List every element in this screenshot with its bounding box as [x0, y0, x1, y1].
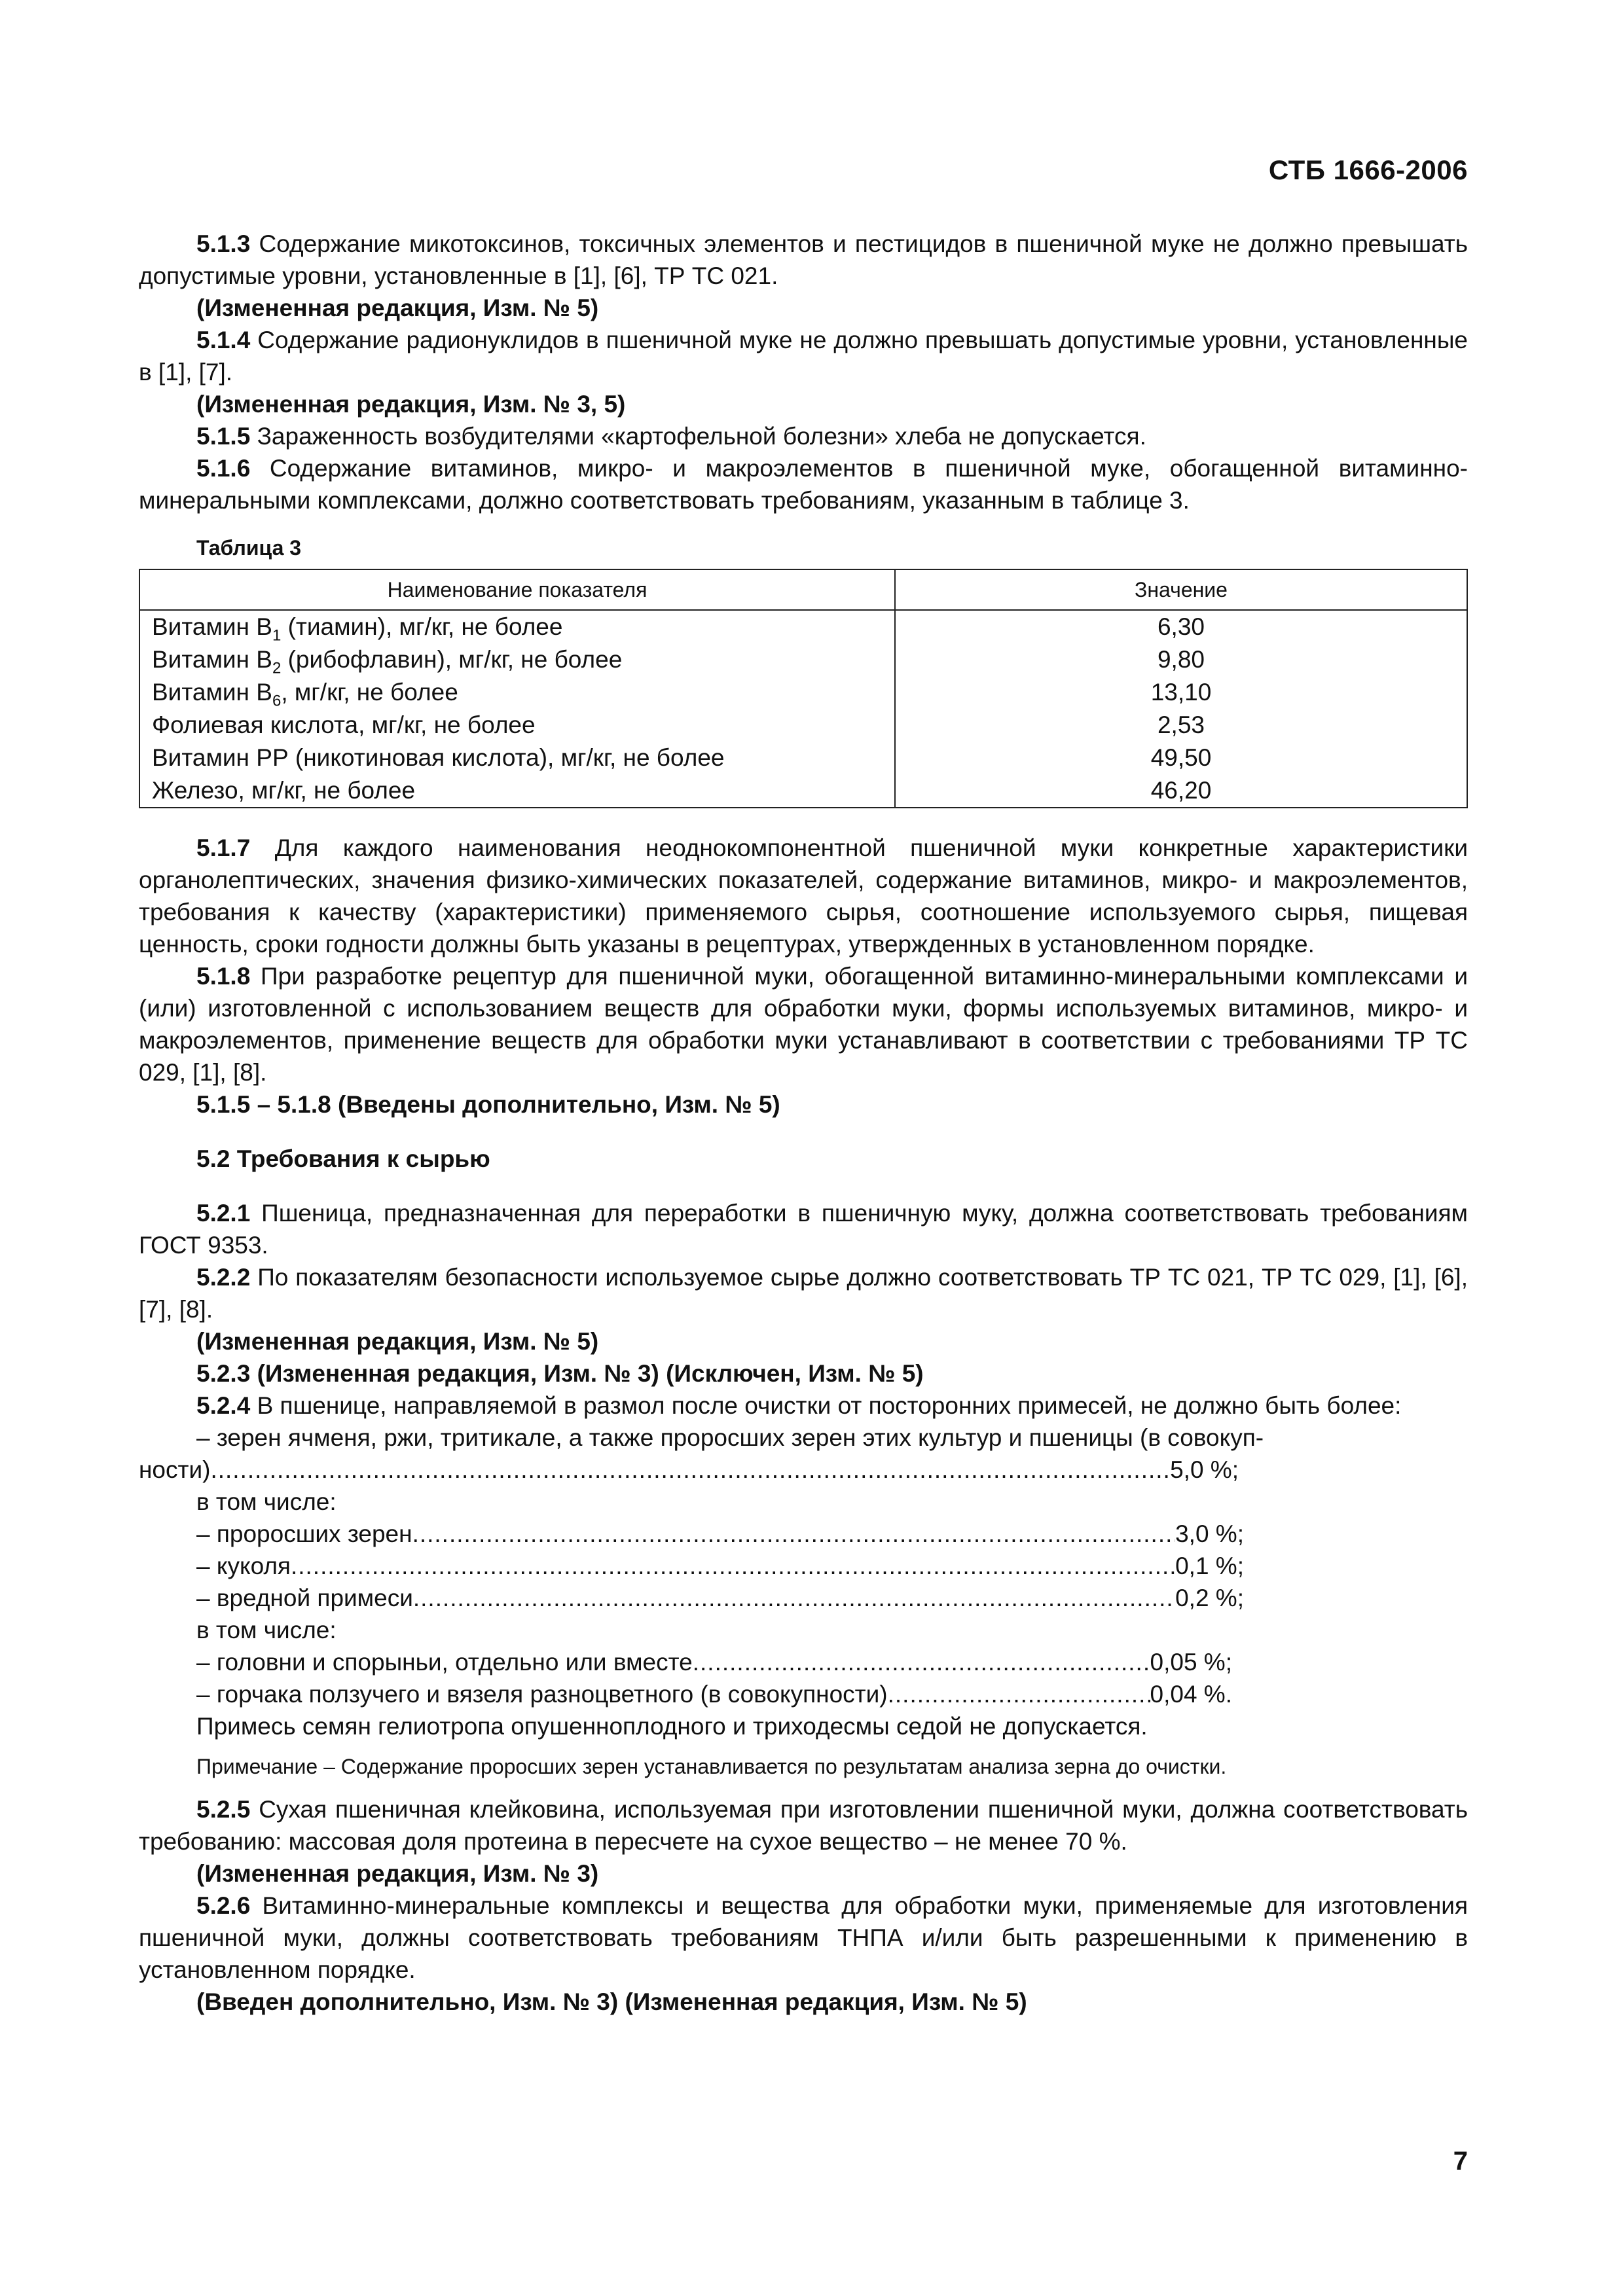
table-cell-name: Витамин $B_6$, мг/кг, не более	[139, 676, 895, 709]
list-item: – горчака ползучего и вязеля разноцветного (в совокупности) ..... 0,04 %.	[139, 1678, 1232, 1710]
table-row	[139, 643, 1467, 676]
table-row	[139, 610, 1467, 643]
page-content	[139, 228, 1468, 2018]
list-subheading: в том числе:	[196, 1488, 337, 1515]
table-row	[139, 676, 1467, 709]
table-header-row	[139, 569, 1467, 610]
clause-5-1-4: 5.1.4 Содержание радионуклидов в пшеничной муке не должно превышать допустимые уровни, установленные в [1], [7].	[139, 327, 1468, 386]
table-cell-name: Фолиевая кислота, мг/кг, не более	[139, 709, 895, 742]
clause-5-1-8: 5.1.8 При разработке рецептур для пшеничной муки, обогащенной витаминно-минеральными комплексами и (или) изготовленной с использованием веществ для обработки муки, формы используемых витаминов, микро- и макроэлементов, применение веществ для обработки муки устанавливают в соответствии с требованиями ТР ТС 029, [1], [8].	[139, 963, 1468, 1086]
list-item: – головни и спорыньи, отдельно или вместе ..... 0,05 %;	[139, 1646, 1232, 1678]
list-item: Примесь семян гелиотропа опушенноплодного и триходесмы седой не допускается.	[196, 1713, 1148, 1740]
clause-5-1-6: 5.1.6 Содержание витаминов, микро- и макроэлементов в пшеничной муке, обогащенной витаминно-минеральными комплексами, должно соответствовать требованиям, указанным в таблице 3.	[139, 455, 1468, 514]
table-cell-name: Витамин $B_2$ (рибофлавин), мг/кг, не более	[139, 643, 895, 676]
list-item: – зерен ячменя, ржи, тритикале, а также проросших зерен этих культур и пшеницы (в совокуп-	[196, 1424, 1264, 1451]
list-item: ности) ..... 5,0 %;	[139, 1454, 1239, 1486]
edition-note: (Измененная редакция, Изм. № 3, 5)	[196, 391, 626, 418]
table-cell-name: Витамин РР (никотиновая кислота), мг/кг, не более	[139, 742, 895, 774]
list-item: – куколя ..... 0,1 %;	[139, 1550, 1244, 1582]
clause-5-2-2: 5.2.2 По показателям безопасности используемое сырье должно соответствовать ТР ТС 021, ТР ТС 029, [1], [6], [7], [8].	[139, 1264, 1468, 1323]
table-cell-value: 6,30	[895, 610, 1467, 643]
clause-5-2-1: 5.2.1 Пшеница, предназначенная для переработки в пшеничную муку, должна соответствовать требованиям ГОСТ 9353.	[139, 1200, 1468, 1259]
list-subheading: в том числе:	[196, 1617, 337, 1643]
table-row	[139, 709, 1467, 742]
table-cell-value: 49,50	[895, 742, 1467, 774]
page-number: 7	[1453, 2147, 1468, 2176]
edition-note: (Измененная редакция, Изм. № 5)	[196, 1328, 599, 1355]
edition-note: 5.1.5 – 5.1.8 (Введены дополнительно, Изм. № 5)	[196, 1091, 780, 1118]
clause-5-1-7: 5.1.7 Для каждого наименования неоднокомпонентной пшеничной муки конкретные характеристики органолептических, значения физико-химических показателей, содержание витаминов, микро- и макроэлементов, требования к качеству (характеристики) применяемого сырья, соотношение используемого сырья, пищевая ценность, сроки годности должны быть указаны в рецептурах, утвержденных в установленном порядке.	[139, 834, 1468, 958]
table-caption: Таблица 3	[196, 536, 302, 560]
section-heading: 5.2 Требования к сырью	[196, 1145, 490, 1172]
table-cell-value: 2,53	[895, 709, 1467, 742]
standard-code: СТБ 1666-2006	[1268, 154, 1468, 185]
table-3	[139, 569, 1468, 808]
table-note: Примечание – Содержание проросших зерен устанавливается по результатам анализа зерна до очистки.	[196, 1755, 1227, 1778]
table-cell-value: 9,80	[895, 643, 1467, 676]
clause-5-2-6: 5.2.6 Витаминно-минеральные комплексы и вещества для обработки муки, применяемые для изготовления пшеничной муки, должны соответствовать требованиям ТНПА и/или быть разрешенными к применению в установленном порядке.	[139, 1892, 1468, 1983]
table-cell-value: 46,20	[895, 774, 1467, 808]
table-header-name: Наименование показателя	[139, 569, 895, 610]
table-row	[139, 742, 1467, 774]
clause-5-2-4: 5.2.4 В пшенице, направляемой в размол после очистки от посторонних примесей, не должно быть более:	[196, 1392, 1402, 1419]
edition-note: (Измененная редакция, Изм. № 5)	[196, 295, 599, 321]
edition-note: 5.2.3 (Измененная редакция, Изм. № 3) (Исключен, Изм. № 5)	[196, 1360, 924, 1387]
table-cell-name: Железо, мг/кг, не более	[139, 774, 895, 808]
table-cell-value: 13,10	[895, 676, 1467, 709]
edition-note: (Введен дополнительно, Изм. № 3) (Измененная редакция, Изм. № 5)	[196, 1988, 1027, 2015]
clause-5-1-3: 5.1.3 Содержание микотоксинов, токсичных элементов и пестицидов в пшеничной муке не должно превышать допустимые уровни, установленные в [1], [6], ТР ТС 021.	[139, 230, 1468, 289]
clause-5-2-5: 5.2.5 Сухая пшеничная клейковина, используемая при изготовлении пшеничной муки, должна соответствовать требованию: массовая доля протеина в пересчете на сухое вещество – не менее 70 %.	[139, 1796, 1468, 1855]
table-cell-name: Витамин $B_1$ (тиамин), мг/кг, не более	[139, 610, 895, 643]
table-header-value: Значение	[895, 569, 1467, 610]
clause-5-1-5: 5.1.5 Зараженность возбудителями «картофельной болезни» хлеба не допускается.	[196, 423, 1146, 450]
edition-note: (Измененная редакция, Изм. № 3)	[196, 1860, 599, 1887]
list-item: – вредной примеси ..... 0,2 %;	[139, 1582, 1244, 1614]
table-row	[139, 774, 1467, 808]
list-item: – проросших зерен ..... 3,0 %;	[139, 1518, 1244, 1550]
